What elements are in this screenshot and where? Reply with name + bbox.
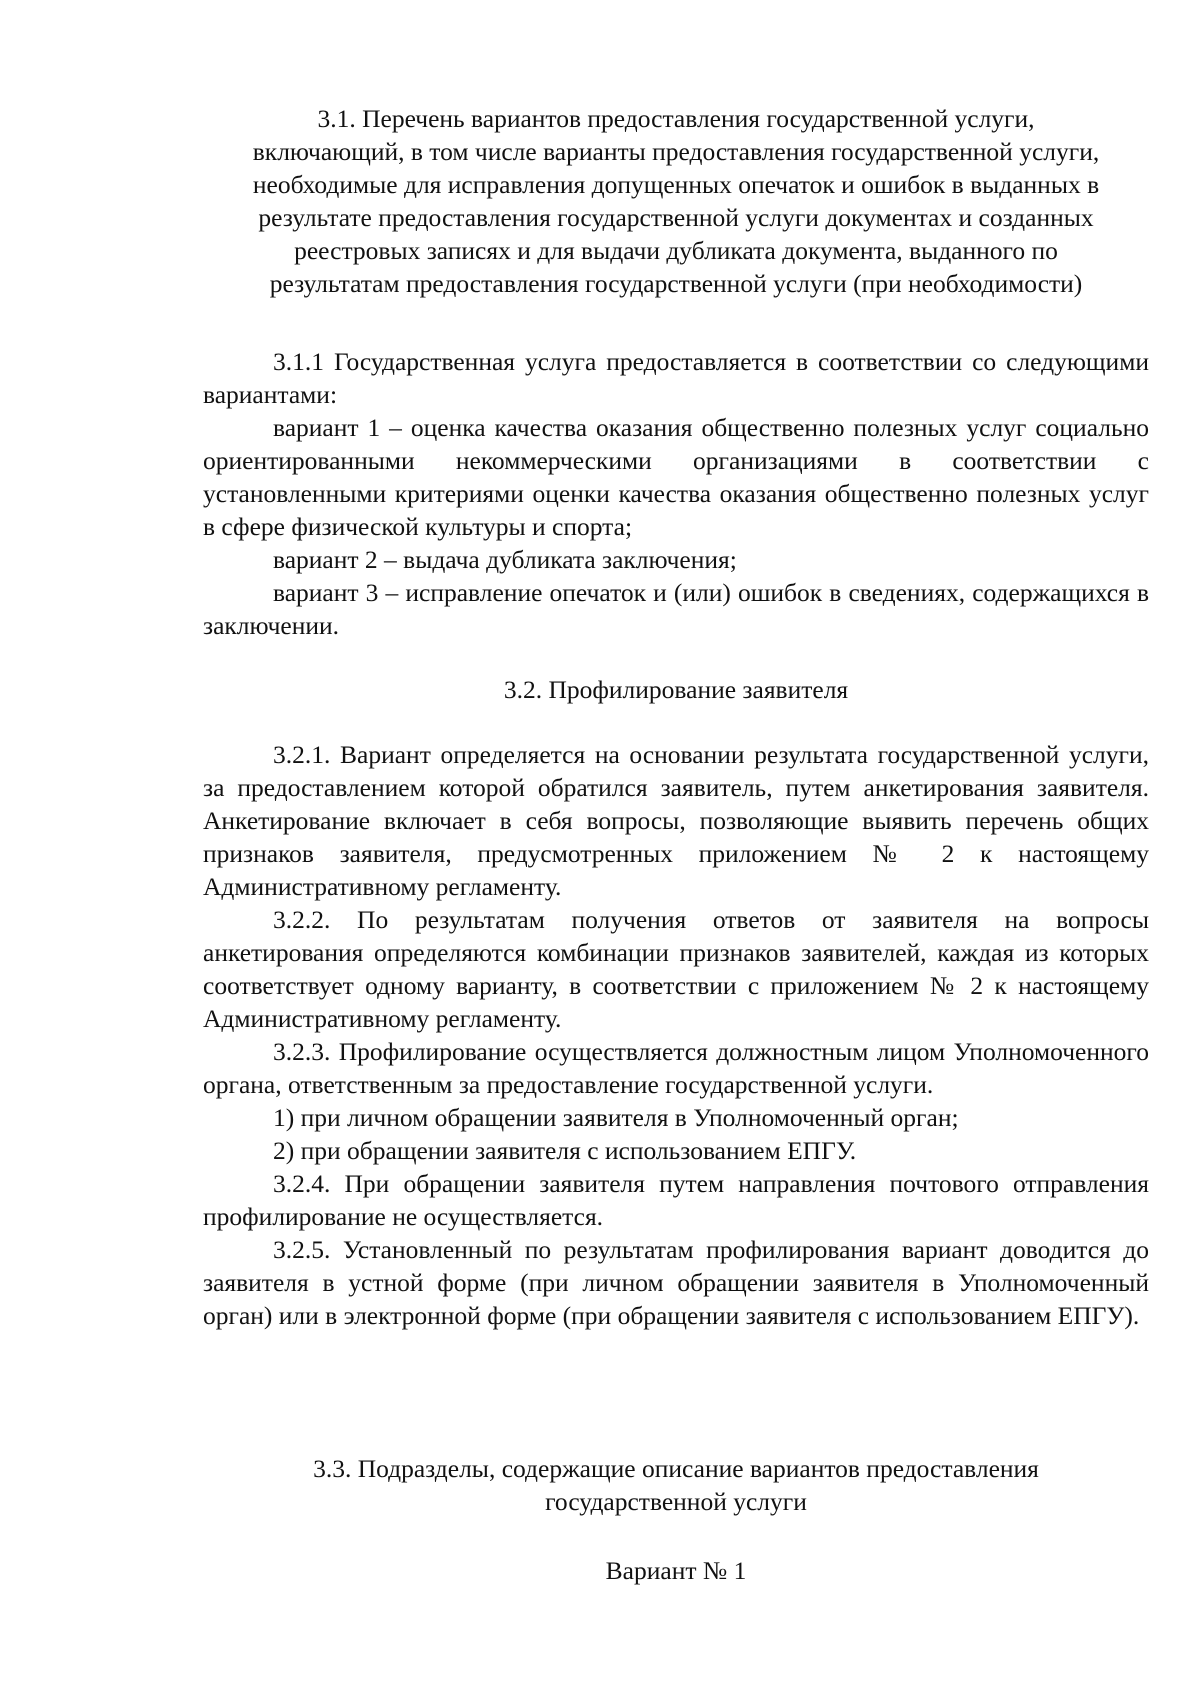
heading-3-1-line: включающий, в том числе варианты предоставления государственной услуги, — [252, 137, 1100, 166]
heading-3-1 — [203, 102, 1149, 300]
paragraph-3-2-5: 3.2.5. Установленный по результатам профилирования вариант доводится до заявителя в устной форме (при личном обращении заявителя в Уполномоченный орган) или в электронной форме (при обращении заявителя с использованием ЕПГУ). — [203, 1235, 1149, 1330]
heading-3-2 — [203, 673, 1149, 706]
list-item-2: 2) при обращении заявителя с использованием ЕПГУ. — [273, 1136, 857, 1165]
heading-3-1-line: 3.1. Перечень вариантов предоставления государственной услуги, — [317, 104, 1035, 133]
variant-heading — [203, 1554, 1149, 1587]
section-3-2-body — [203, 738, 1149, 1332]
heading-3-1-line: результате предоставления государственной услуги документах и созданных — [258, 203, 1094, 232]
variant-1-text: вариант 1 – оценка качества оказания общественно полезных услуг социально ориентированными некоммерческими организациями в соответствии с установленными критериями оценки качества оказания общественно полезных услуг в сфере физической культуры и спорта; — [203, 413, 1149, 541]
heading-3-3-line: государственной услуги — [545, 1487, 807, 1516]
heading-3-3-line: 3.3. Подразделы, содержащие описание вариантов предоставления — [313, 1454, 1039, 1483]
heading-3-1-line: реестровых записях и для выдачи дубликата документа, выданного по — [294, 236, 1058, 265]
variant-3-text: вариант 3 – исправление опечаток и (или) ошибок в сведениях, содержащихся в заключении. — [203, 578, 1149, 640]
section-3-1-1 — [203, 345, 1149, 642]
paragraph-3-2-2: 3.2.2. По результатам получения ответов от заявителя на вопросы анкетирования определяются комбинации признаков заявителей, каждая из которых соответствует одному варианту, в соответствии с приложением № 2 к настоящему Административному регламенту. — [203, 905, 1149, 1033]
variant-2-text: вариант 2 – выдача дубликата заключения; — [273, 545, 737, 574]
heading-3-1-line: результатам предоставления государственной услуги (при необходимости) — [269, 269, 1083, 298]
heading-3-2-text: 3.2. Профилирование заявителя — [503, 675, 849, 704]
paragraph-3-1-1: 3.1.1 Государственная услуга предоставляется в соответствии со следующими вариантами: — [203, 347, 1149, 409]
paragraph-3-2-4: 3.2.4. При обращении заявителя путем направления почтового отправления профилирование не осуществляется. — [203, 1169, 1149, 1231]
variant-heading-text: Вариант № 1 — [605, 1556, 747, 1585]
heading-3-1-line: необходимые для исправления допущенных опечаток и ошибок в выданных в — [252, 170, 1100, 199]
paragraph-3-2-1: 3.2.1. Вариант определяется на основании результата государственной услуги, за предоставлением которой обратился заявитель, путем анкетирования заявителя. Анкетирование включает в себя вопросы, позволяющие выявить перечень общих признаков заявителя, предусмотренных приложением № 2 к настоящему Административному регламенту. — [203, 740, 1149, 901]
heading-3-3 — [203, 1452, 1149, 1518]
paragraph-3-2-3: 3.2.3. Профилирование осуществляется должностным лицом Уполномоченного органа, ответственным за предоставление государственной услуги. — [203, 1037, 1149, 1099]
list-item-1: 1) при личном обращении заявителя в Уполномоченный орган; — [273, 1103, 959, 1132]
